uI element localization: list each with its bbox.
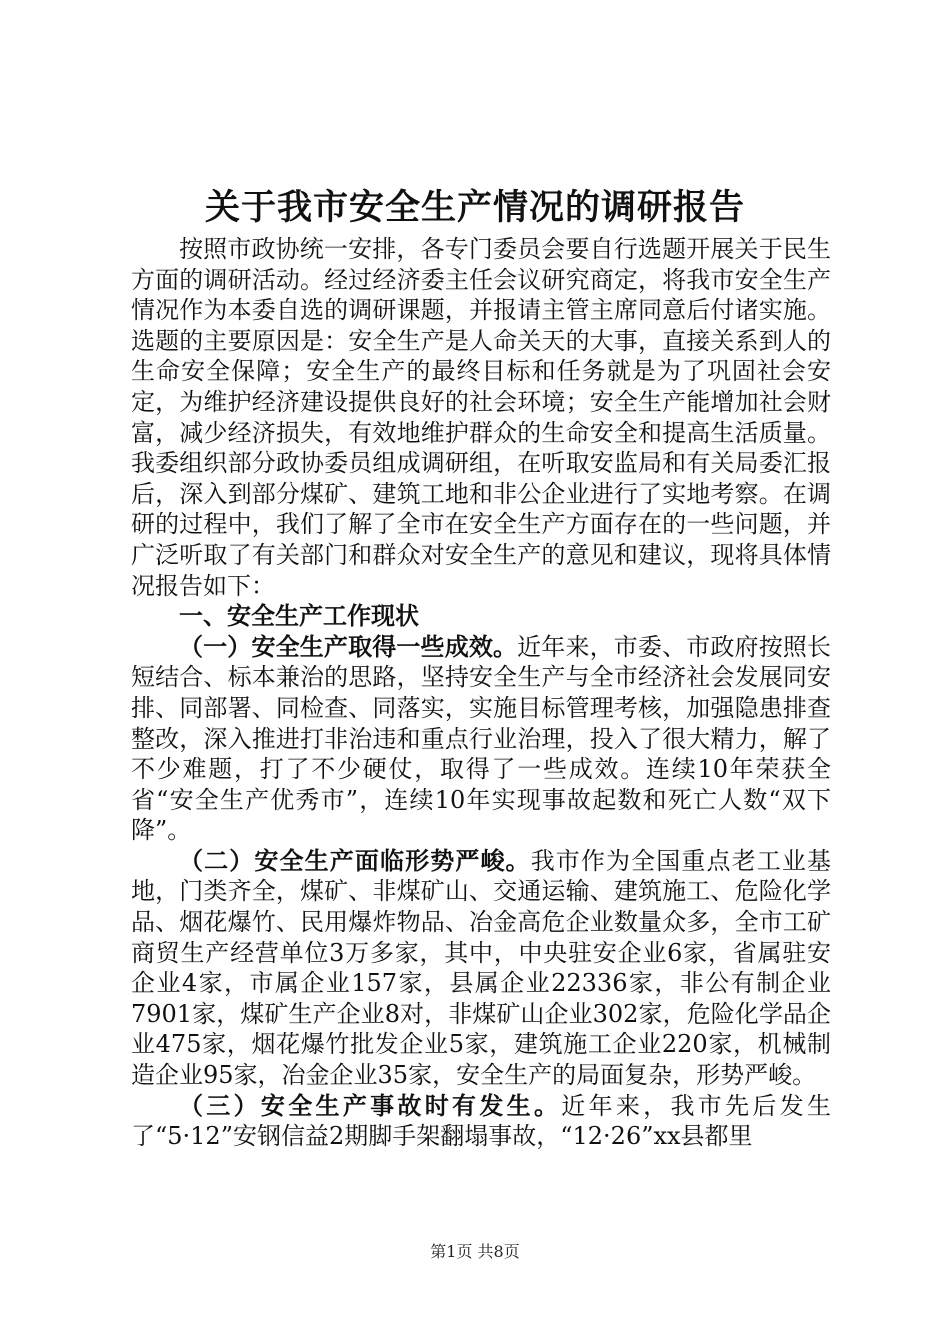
- paragraph-text: 近年来，我市先后发生了“5·12”安钢信益2期脚手架翻塌事故，“12·26”xx县都里: [131, 1091, 832, 1151]
- intro-paragraph: 按照市政协统一安排，各专门委员会要自行选题开展关于民生方面的调研活动。经过经济委主任会议研究商定，将我市安全生产情况作为本委自选的调研课题，并报请主管主席同意后付诸实施。选题的主要原因是：安全生产是人命关天的大事，直接关系到人的生命安全保障；安全生产的最终目标和任务就是为了巩固社会安定，为维护经济建设提供良好的社会环境；安全生产能增加社会财富，减少经济损失，有效地维护群众的生命安全和提高生活质量。我委组织部分政协委员组成调研组，在听取安监局和有关局委汇报后，深入到部分煤矿、建筑工地和非公企业进行了实地考察。在调研的过程中，我们了解了全市在安全生产方面存在的一些问题，并广泛听取了有关部门和群众对安全生产的意见和建议，现将具体情况报告如下：: [131, 235, 831, 600]
- paragraph-achievements: [131, 632, 831, 846]
- paragraph-situation: [131, 846, 831, 1091]
- page-footer: 第1页 共8页: [430, 1242, 520, 1261]
- paragraph-lead: （二）安全生产面临形势严峻。: [179, 845, 531, 875]
- paragraph-accidents: [131, 1091, 831, 1152]
- paragraph-text: 近年来，市委、市政府按照长短结合、标本兼治的思路，坚持安全生产与全市经济社会发展同安排、同部署、同检查、同落实，实施目标管理考核，加强隐患排查整改，深入推进打非治违和重点行业治理，投入了很大精力，解了不少难题，打了不少硬仗，取得了一些成效。连续10年荣获全省“安全生产优秀市”，连续10年实现事故起数和死亡人数“双下降”。: [131, 632, 832, 845]
- document-body: [131, 234, 831, 1152]
- paragraph-lead: （三）安全生产事故时有发生。: [179, 1090, 562, 1120]
- document-title: 关于我市安全生产情况的调研报告: [204, 187, 745, 228]
- paragraph-lead: （一）安全生产取得一些成效。: [179, 631, 518, 661]
- paragraph-text: 我市作为全国重点老工业基地，门类齐全，煤矿、非煤矿山、交通运输、建筑施工、危险化学品、烟花爆竹、民用爆炸物品、冶金高危企业数量众多，全市工矿商贸生产经营单位3万多家，其中，中央驻安企业6家，省属驻安企业4家，市属企业157家，县属企业22336家，非公有制企业7901家，煤矿生产企业8对，非煤矿山企业302家，危险化学品企业475家，烟花爆竹批发企业5家，建筑施工企业220家，机械制造企业95家，冶金企业35家，安全生产的局面复杂，形势严峻。: [131, 846, 832, 1090]
- section-heading: 一、安全生产工作现状: [179, 601, 419, 631]
